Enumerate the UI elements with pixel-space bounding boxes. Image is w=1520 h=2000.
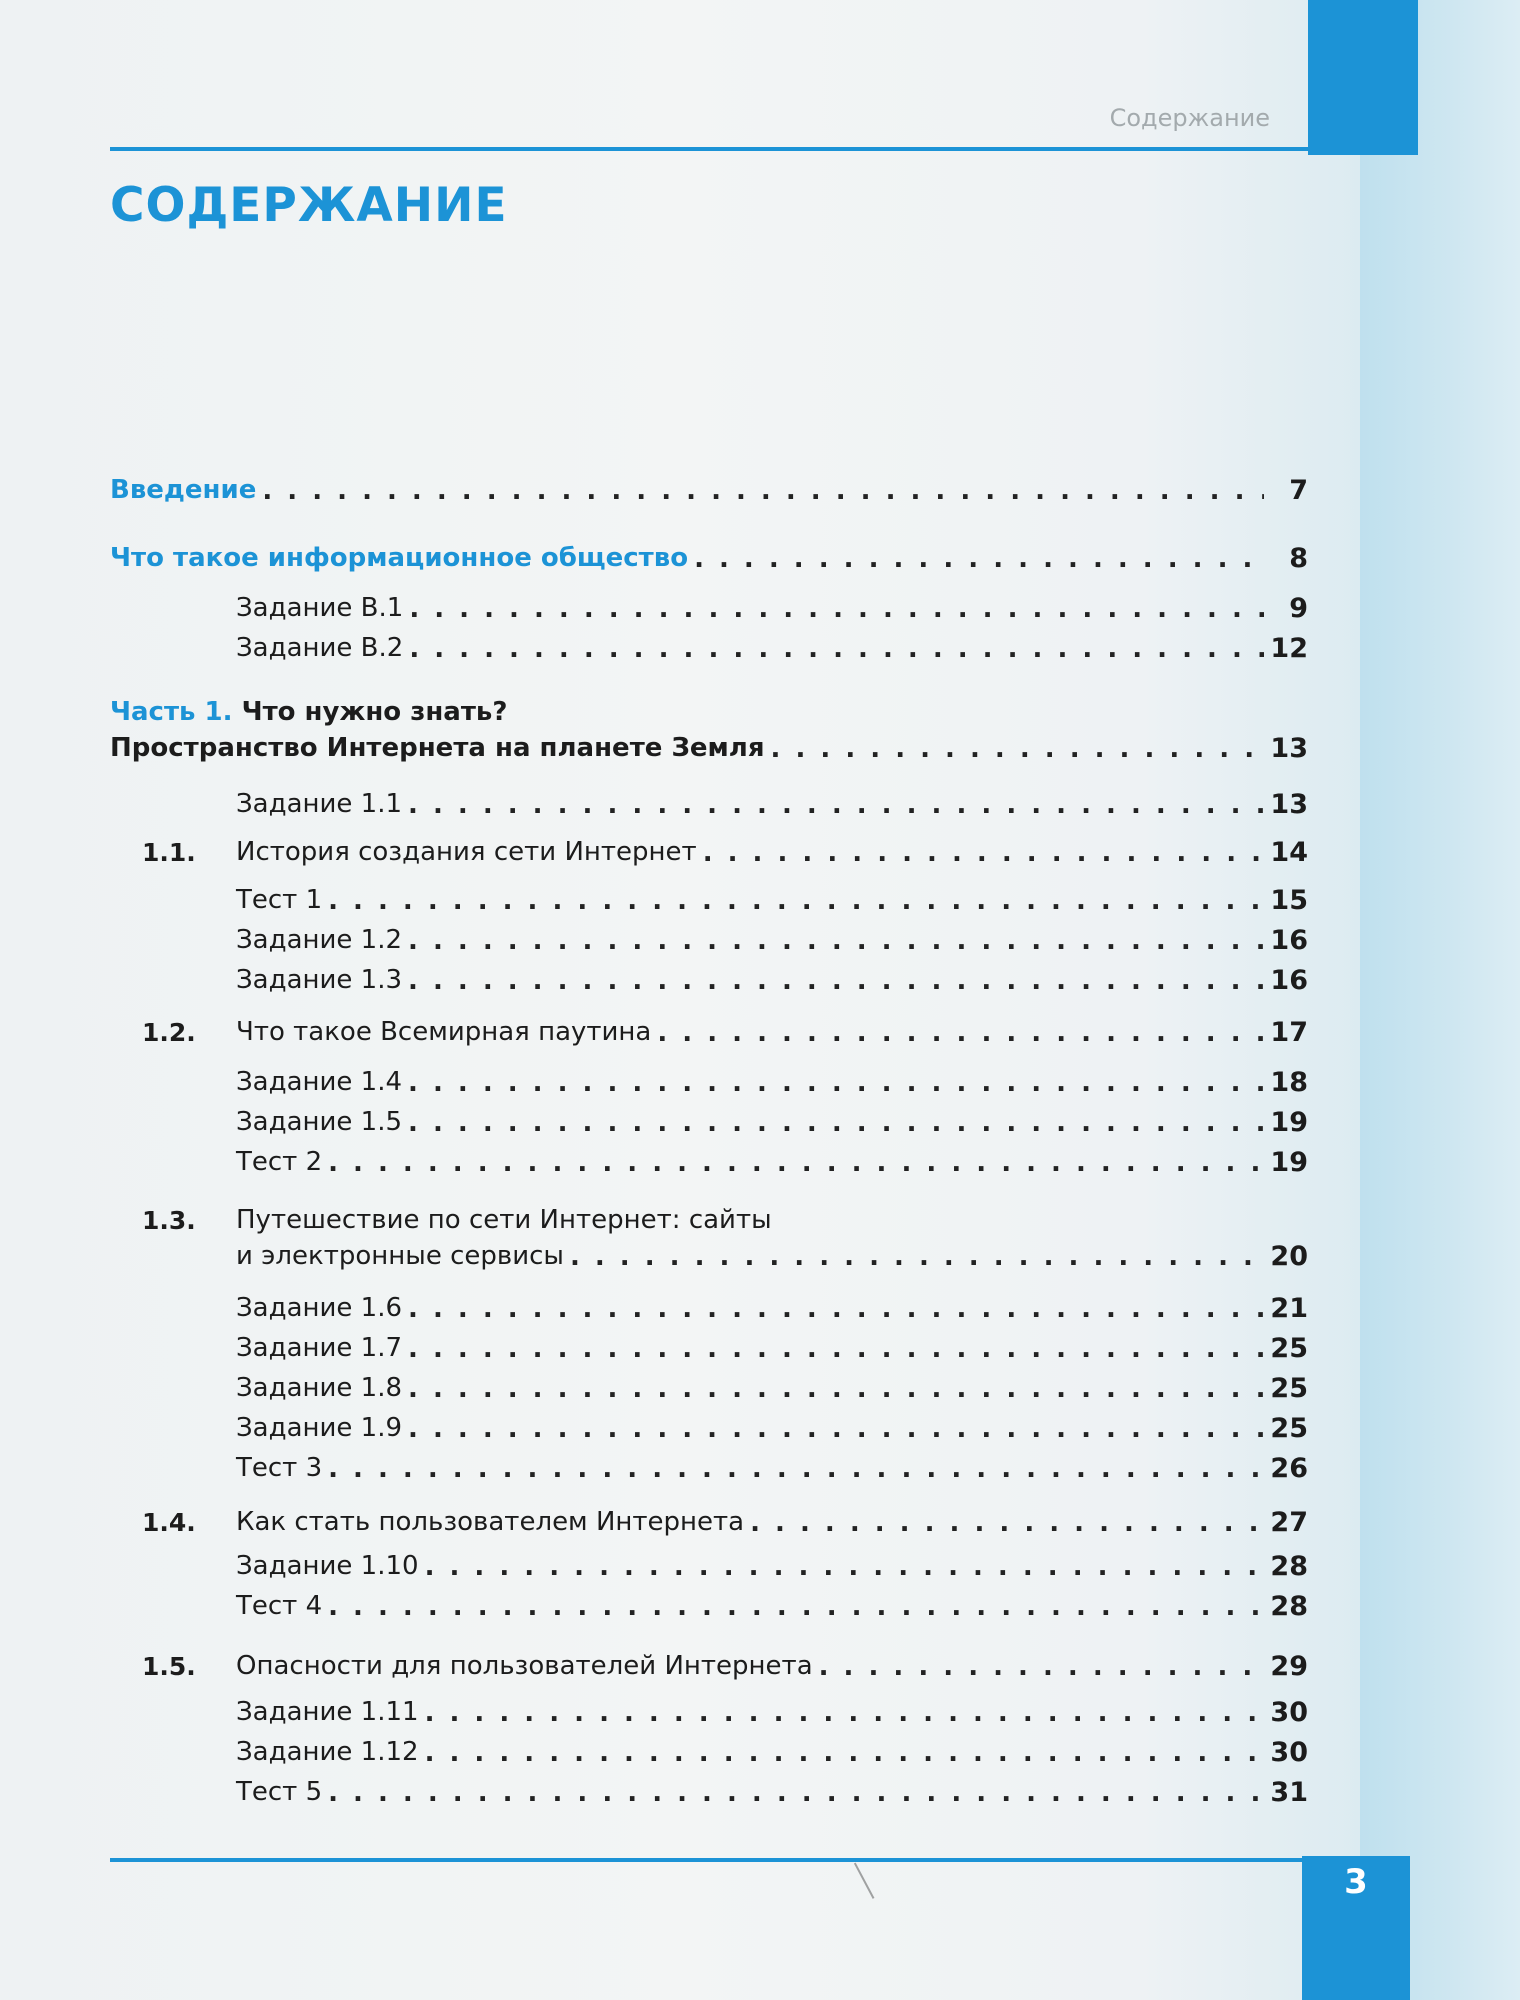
- toc-entry-label: Задание 1.5: [236, 1107, 403, 1137]
- toc-entry-label: Задание 1.4: [236, 1067, 403, 1097]
- dot-leader: [256, 474, 1264, 508]
- toc-entry-page: 30: [1270, 1697, 1308, 1728]
- margin-strip: [1360, 0, 1520, 2000]
- toc-entry-number: 1.1.: [142, 838, 196, 867]
- toc-entry[interactable]: [110, 1502, 1308, 1540]
- dot-leader: [322, 884, 1264, 918]
- toc-entry-page: 18: [1270, 1067, 1308, 1098]
- toc-entry-page: 20: [1270, 1241, 1308, 1272]
- toc-entry-page: 9: [1289, 593, 1308, 624]
- top-tab: [1308, 0, 1418, 155]
- toc-entry-page: 28: [1270, 1591, 1308, 1622]
- toc-entry[interactable]: [110, 538, 1308, 576]
- dot-leader: [402, 924, 1264, 958]
- toc-entry[interactable]: [110, 1646, 1308, 1684]
- toc-entry-page: 26: [1270, 1453, 1308, 1484]
- part-prefix: Часть 1.: [110, 697, 233, 727]
- toc-entry-label: [110, 695, 507, 730]
- toc-entry-label: История создания сети Интернет: [236, 837, 697, 867]
- toc-entry[interactable]: [110, 880, 1308, 918]
- toc-entry-label: Тест 4: [236, 1591, 323, 1621]
- toc-entry-number: 1.3.: [142, 1206, 196, 1235]
- top-rule: [110, 147, 1418, 151]
- toc-entry-number: 1.5.: [142, 1652, 196, 1681]
- dot-leader: [765, 732, 1264, 766]
- dot-leader: [651, 1016, 1264, 1050]
- toc-entry-label: Задание 1.9: [236, 1413, 403, 1443]
- dot-leader: [697, 836, 1264, 870]
- toc-entry-page: 14: [1270, 837, 1308, 868]
- toc-entry-label: Задание 1.1: [236, 789, 403, 819]
- dot-leader: [402, 788, 1264, 822]
- toc-entry-page: 15: [1270, 885, 1308, 916]
- toc-entry-label: Задание 1.7: [236, 1333, 403, 1363]
- bottom-rule: [110, 1858, 1302, 1862]
- toc-entry-page: 16: [1270, 965, 1308, 996]
- toc-entry[interactable]: [110, 692, 1308, 730]
- toc-entry-label: Задание 1.12: [236, 1737, 419, 1767]
- toc-entry[interactable]: [110, 1586, 1308, 1624]
- toc-entry[interactable]: [110, 470, 1308, 508]
- toc-entry-label: Опасности для пользователей Интернета: [236, 1651, 813, 1681]
- toc-entry-page: 25: [1270, 1413, 1308, 1444]
- dot-leader: [402, 1066, 1264, 1100]
- toc-entry-label: Что такое информационное общество: [110, 543, 689, 573]
- toc-entry-page: 30: [1270, 1737, 1308, 1768]
- toc-entry-label: Введение: [110, 475, 257, 505]
- dot-leader: [564, 1240, 1264, 1274]
- toc-entry-page: 16: [1270, 925, 1308, 956]
- toc-entry-label: и электронные сервисы: [236, 1241, 564, 1271]
- dot-leader: [403, 592, 1264, 626]
- running-head: Содержание: [1109, 104, 1270, 132]
- toc-entry[interactable]: [110, 832, 1308, 870]
- toc-entry-page: 17: [1270, 1017, 1308, 1048]
- toc-entry-label: Задание 1.6: [236, 1293, 403, 1323]
- dot-leader: [419, 1736, 1264, 1770]
- toc-entry[interactable]: [110, 1692, 1308, 1730]
- toc-entry-label: Задание В.2: [236, 633, 404, 663]
- toc-entry-label: Как стать пользователем Интернета: [236, 1507, 745, 1537]
- toc-entry-label: Задание 1.2: [236, 925, 403, 955]
- toc-entry-page: 12: [1270, 633, 1308, 664]
- toc-entry[interactable]: [110, 1448, 1308, 1486]
- toc-entry-label: Тест 2: [236, 1147, 323, 1177]
- toc-entry-page: 31: [1270, 1777, 1308, 1808]
- toc-entry[interactable]: [110, 1200, 1308, 1238]
- toc-entry[interactable]: [110, 628, 1308, 666]
- dot-leader: [403, 632, 1264, 666]
- toc-entry[interactable]: [110, 1546, 1308, 1584]
- dot-leader: [322, 1146, 1264, 1180]
- toc-entry-page: 13: [1270, 789, 1308, 820]
- toc-entry-label: Путешествие по сети Интернет: сайты: [236, 1205, 772, 1235]
- toc-entry[interactable]: [110, 1288, 1308, 1326]
- toc-entry-page: 25: [1270, 1333, 1308, 1364]
- toc-entry[interactable]: [110, 1062, 1308, 1100]
- toc-entry-label: Задание 1.11: [236, 1697, 419, 1727]
- dot-leader: [402, 1106, 1264, 1140]
- toc-entry-label: Задание 1.8: [236, 1373, 403, 1403]
- toc-entry-page: 25: [1270, 1373, 1308, 1404]
- toc-entry-number: 1.2.: [142, 1018, 196, 1047]
- toc-entry-label: Тест 5: [236, 1777, 323, 1807]
- dot-leader: [813, 1650, 1264, 1684]
- toc-entry[interactable]: [110, 920, 1308, 958]
- toc-entry[interactable]: [110, 1012, 1308, 1050]
- dot-leader: [419, 1550, 1264, 1584]
- toc-entry-page: 7: [1289, 475, 1308, 506]
- toc-entry-label: Тест 3: [236, 1453, 323, 1483]
- page-title: СОДЕРЖАНИЕ: [110, 178, 508, 233]
- dot-leader: [688, 542, 1264, 576]
- toc-entry-page: 28: [1270, 1551, 1308, 1582]
- page-number: 3: [1344, 1862, 1368, 1902]
- toc-entry-page: 8: [1289, 543, 1308, 574]
- dot-leader: [419, 1696, 1264, 1730]
- toc-entry[interactable]: [110, 728, 1308, 766]
- toc-entry[interactable]: [110, 1772, 1308, 1810]
- part-title: Что нужно знать?: [241, 697, 508, 727]
- toc-entry-label: Задание 1.3: [236, 965, 403, 995]
- toc-entry-page: 13: [1270, 733, 1308, 764]
- dot-leader: [322, 1590, 1264, 1624]
- dot-leader: [402, 964, 1264, 998]
- toc-entry[interactable]: [110, 1328, 1308, 1366]
- toc-entry-number: 1.4.: [142, 1508, 196, 1537]
- dot-leader: [322, 1452, 1264, 1486]
- toc-entry-page: 29: [1270, 1651, 1308, 1682]
- toc-entry[interactable]: [110, 1236, 1308, 1274]
- toc-entry[interactable]: [110, 1142, 1308, 1180]
- toc-entry-label: Что такое Всемирная паутина: [236, 1017, 652, 1047]
- dot-leader: [402, 1372, 1264, 1406]
- toc-entry[interactable]: [110, 1408, 1308, 1446]
- toc-entry[interactable]: [110, 588, 1308, 626]
- dot-leader: [402, 1412, 1264, 1446]
- toc-entry-label: Задание В.1: [236, 593, 404, 623]
- toc-entry-page: 27: [1270, 1507, 1308, 1538]
- toc-entry[interactable]: [110, 784, 1308, 822]
- toc-entry[interactable]: [110, 1102, 1308, 1140]
- toc-entry-page: 21: [1270, 1293, 1308, 1324]
- toc-entry-label: Тест 1: [236, 885, 323, 915]
- toc-entry[interactable]: [110, 1368, 1308, 1406]
- dot-leader: [322, 1776, 1264, 1810]
- dot-leader: [744, 1506, 1264, 1540]
- toc-entry-label: Пространство Интернета на планете Земля: [110, 733, 765, 763]
- toc-entry[interactable]: [110, 1732, 1308, 1770]
- toc-entry-page: 19: [1270, 1147, 1308, 1178]
- toc-entry-label: Задание 1.10: [236, 1551, 419, 1581]
- toc-entry-page: 19: [1270, 1107, 1308, 1138]
- dot-leader: [402, 1332, 1264, 1366]
- toc-entry[interactable]: [110, 960, 1308, 998]
- dot-leader: [402, 1292, 1264, 1326]
